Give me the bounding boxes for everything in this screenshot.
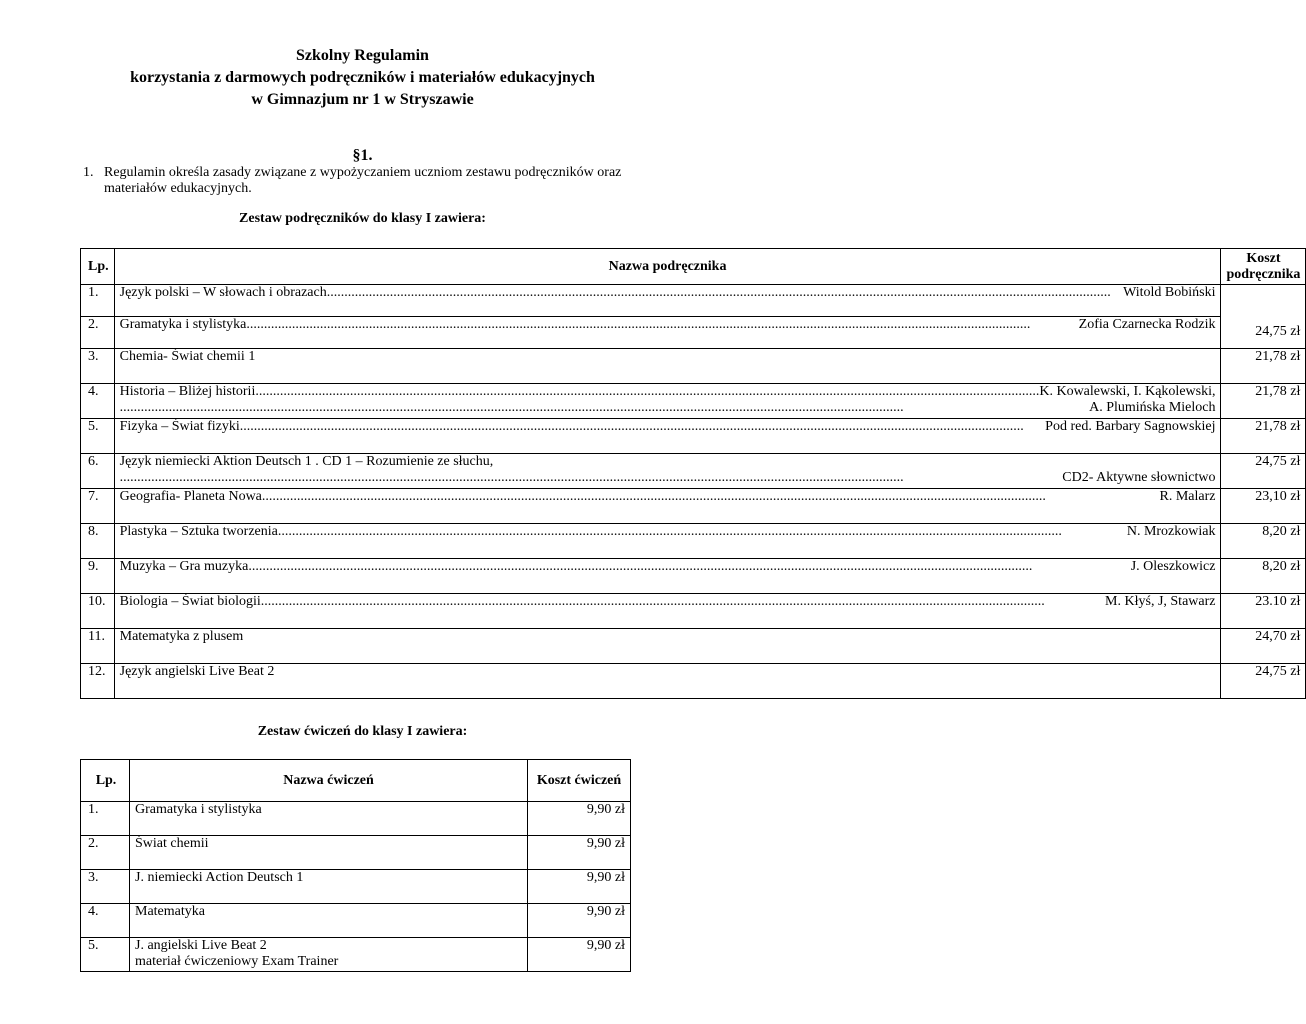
exercise-cost: 9,90 zł — [528, 938, 631, 972]
book-lp: 7. — [81, 489, 115, 524]
book-author: J. Oleszkowicz — [1130, 559, 1216, 574]
book-title: Język angielski Live Beat 2 — [119, 664, 275, 679]
books-header-row — [81, 249, 1306, 285]
book-name — [114, 349, 1221, 384]
book-name — [114, 454, 1221, 489]
doc-title-line-3: w Gimnazjum nr 1 w Stryszawie — [251, 91, 474, 108]
table-row — [81, 836, 631, 870]
table-row — [81, 629, 1306, 664]
book-title: Historia – Bliżej historii — [119, 384, 256, 399]
section-heading: §1. — [352, 147, 373, 164]
book-title: Geografia- Planeta Nowa — [119, 489, 262, 504]
book-name — [114, 285, 1221, 317]
books-caption: Zestaw podręczników do klasy I zawiera: — [239, 211, 486, 226]
book-author: N. Mrozkowiak — [1126, 524, 1216, 539]
book-cost: 21,78 zł — [1221, 384, 1306, 419]
book-name — [114, 384, 1221, 419]
book-name — [114, 594, 1221, 629]
book-title: Biologia – Świat biologii — [119, 594, 261, 609]
doc-title-line-1: Szkolny Regulamin — [296, 47, 429, 64]
exercise-cost: 9,90 zł — [528, 802, 631, 836]
book-lp: 3. — [81, 349, 115, 384]
book-author-2: A. Plumińska Mieloch — [1089, 400, 1216, 415]
book-name — [114, 419, 1221, 454]
book-name — [114, 664, 1221, 699]
book-cost: 23.10 zł — [1221, 594, 1306, 629]
book-lp: 4. — [81, 384, 115, 419]
exercise-name-line-1: J. angielski Live Beat 2 — [135, 938, 267, 953]
books-header-name: Nazwa podręcznika — [114, 249, 1221, 285]
book-cost: 24,75 zł — [1221, 285, 1306, 349]
book-author: R. Malarz — [1159, 489, 1216, 504]
book-lp: 12. — [81, 664, 115, 699]
book-lp: 5. — [81, 419, 115, 454]
book-lp: 6. — [81, 454, 115, 489]
exercise-lp: 2. — [81, 836, 130, 870]
exercises-caption: Zestaw ćwiczeń do klasy I zawiera: — [257, 724, 468, 739]
book-name — [114, 317, 1221, 349]
table-row — [81, 419, 1306, 454]
book-cost: 21,78 zł — [1221, 419, 1306, 454]
book-author: M. Kłyś, J, Stawarz — [1105, 594, 1216, 609]
book-lp: 10. — [81, 594, 115, 629]
book-title: Język niemiecki Aktion Deutsch 1 . CD 1 – Rozumienie ze słuchu, — [119, 454, 494, 469]
book-cost: 24,75 zł — [1221, 664, 1306, 699]
book-author: Witold Bobiński — [1123, 285, 1216, 300]
exercise-name: J. niemiecki Action Deutsch 1 — [130, 870, 528, 904]
exercises-header-name: Nazwa ćwiczeń — [130, 760, 528, 802]
book-name — [114, 524, 1221, 559]
point-1-number: 1. — [83, 165, 94, 180]
book-cost: 21,78 zł — [1221, 349, 1306, 384]
table-row — [81, 559, 1306, 594]
book-lp: 1. — [81, 285, 115, 317]
book-cost: 24,70 zł — [1221, 629, 1306, 664]
exercise-cost: 9,90 zł — [528, 870, 631, 904]
book-cost: 23,10 zł — [1221, 489, 1306, 524]
exercise-name: Świat chemii — [130, 836, 528, 870]
exercise-lp: 5. — [81, 938, 130, 972]
book-author: Zofia Czarnecka Rodzik — [1078, 317, 1216, 332]
book-author: K. Kowalewski, I. Kąkolewski, — [1039, 384, 1216, 399]
book-title: Fizyka – Świat fizyki — [119, 419, 240, 434]
table-row — [81, 454, 1306, 489]
exercise-lp: 3. — [81, 870, 130, 904]
table-row — [81, 870, 631, 904]
book-name — [114, 559, 1221, 594]
table-row — [81, 938, 631, 972]
table-row — [81, 489, 1306, 524]
book-lp: 9. — [81, 559, 115, 594]
book-lp: 11. — [81, 629, 115, 664]
book-title: Matematyka z plusem — [119, 629, 244, 644]
point-1-text: Regulamin określa zasady związane z wypożyczaniem uczniom zestawu podręczników oraz materiałów edukacyjnych. — [104, 165, 622, 196]
table-row — [81, 317, 1306, 349]
exercise-cost: 9,90 zł — [528, 904, 631, 938]
table-row — [81, 594, 1306, 629]
book-lp: 8. — [81, 524, 115, 559]
exercise-lp: 4. — [81, 904, 130, 938]
books-table — [80, 248, 1306, 699]
exercise-name — [130, 938, 528, 972]
exercise-name: Gramatyka i stylistyka — [130, 802, 528, 836]
book-cost: 8,20 zł — [1221, 524, 1306, 559]
table-row — [81, 384, 1306, 419]
book-title: Muzyka – Gra muzyka — [119, 559, 249, 574]
table-row — [81, 524, 1306, 559]
exercises-table — [80, 759, 631, 972]
book-name — [114, 629, 1221, 664]
book-cost: 24,75 zł — [1221, 454, 1306, 489]
book-lp: 2. — [81, 317, 115, 349]
table-row — [81, 904, 631, 938]
book-author: Pod red. Barbary Sagnowskiej — [1045, 419, 1216, 434]
book-title: Plastyka – Sztuka tworzenia — [119, 524, 278, 539]
exercise-name: Matematyka — [130, 904, 528, 938]
exercises-header-lp: Lp. — [81, 760, 130, 802]
book-name — [114, 489, 1221, 524]
exercise-name-line-2: materiał ćwiczeniowy Exam Trainer — [135, 954, 339, 969]
books-header-lp: Lp. — [81, 249, 115, 285]
exercise-cost: 9,90 zł — [528, 836, 631, 870]
exercises-header-row — [81, 760, 631, 802]
table-row — [81, 285, 1306, 317]
book-title: Gramatyka i stylistyka — [119, 317, 247, 332]
table-row — [81, 802, 631, 836]
table-row — [81, 349, 1306, 384]
book-cost: 8,20 zł — [1221, 559, 1306, 594]
books-header-cost: Koszt podręcznika — [1221, 249, 1306, 285]
table-row — [81, 664, 1306, 699]
book-title: Język polski – W słowach i obrazach — [119, 285, 327, 300]
book-title: Chemia- Świat chemii 1 — [119, 349, 256, 364]
exercise-lp: 1. — [81, 802, 130, 836]
exercises-header-cost: Koszt ćwiczeń — [528, 760, 631, 802]
doc-title-line-2: korzystania z darmowych podręczników i materiałów edukacyjnych — [130, 69, 595, 86]
book-author-2: CD2- Aktywne słownictwo — [1062, 470, 1216, 485]
